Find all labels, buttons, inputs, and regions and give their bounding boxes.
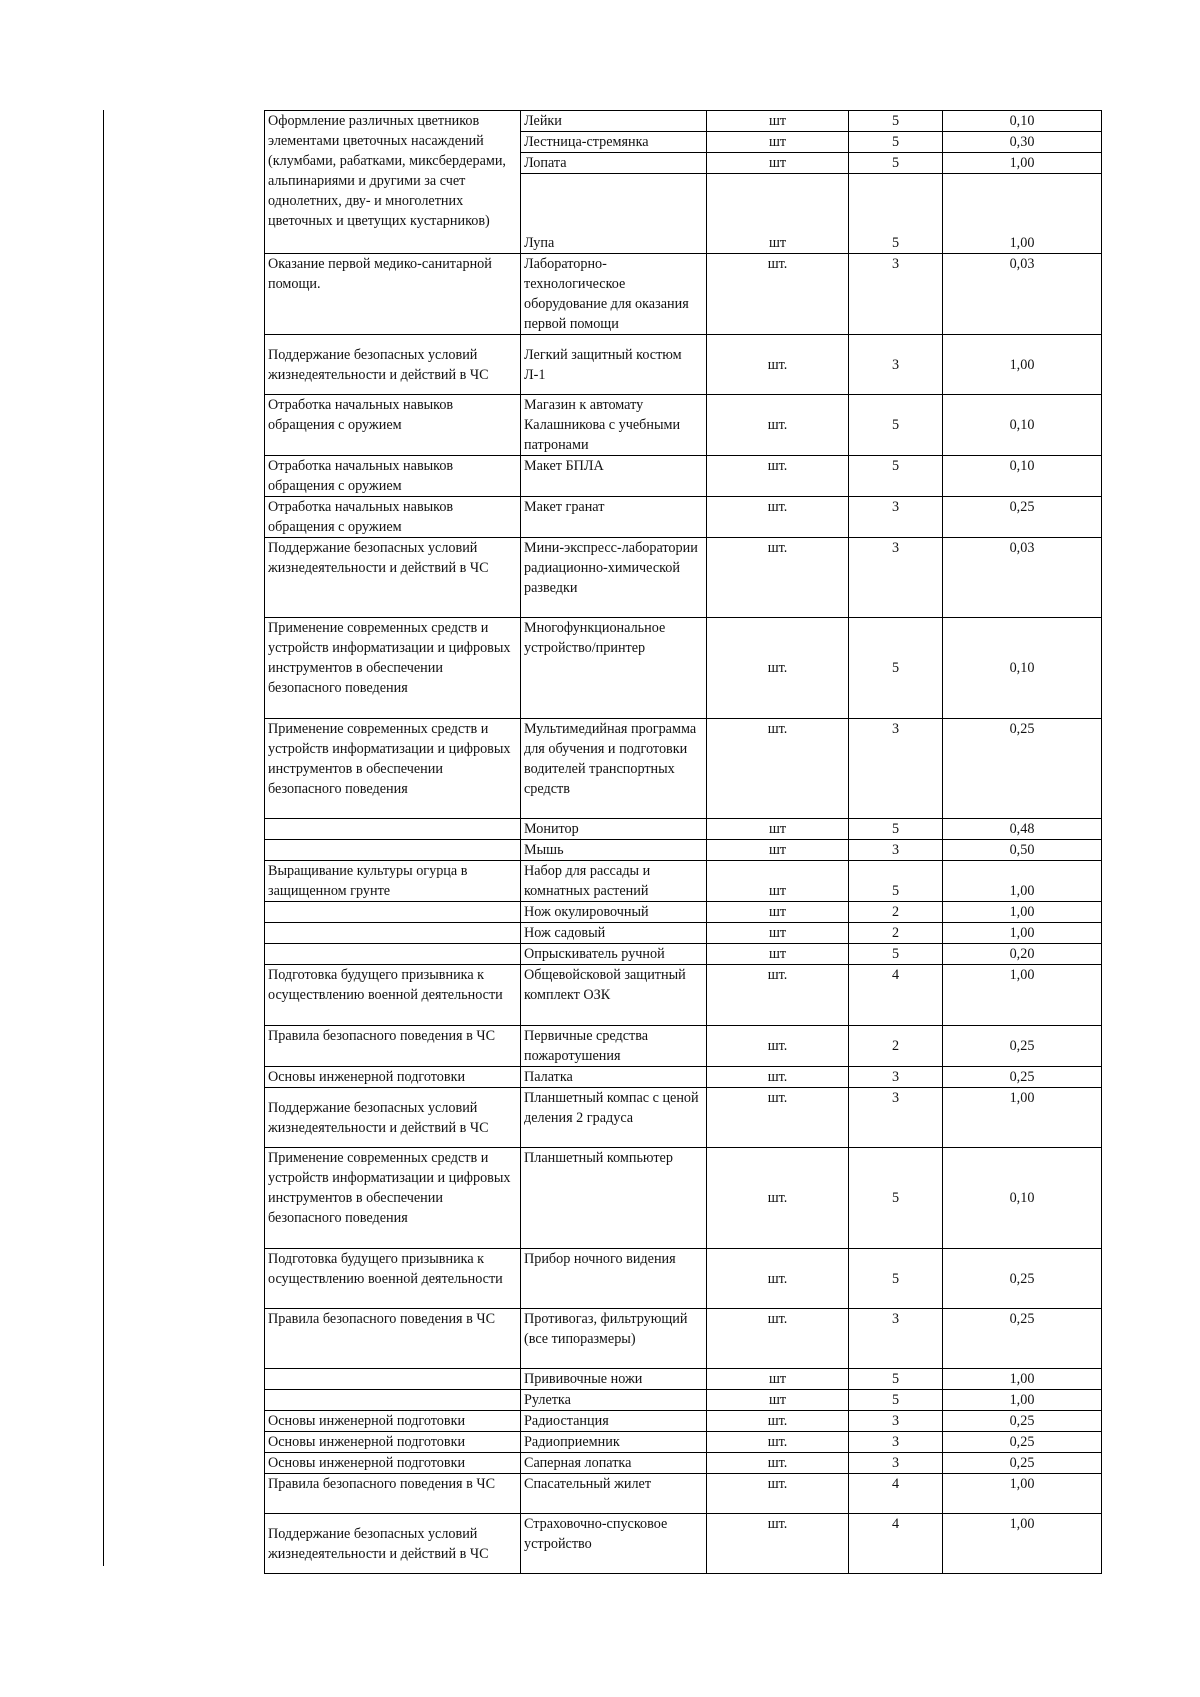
unit-cell: шт. — [707, 497, 849, 538]
table-row — [265, 456, 1102, 497]
qty-cell: 3 — [849, 1309, 943, 1369]
table-row — [265, 923, 1102, 944]
item-cell: Магазин к автомату Калашникова с учебными патронами — [521, 395, 707, 456]
activity-cell: Поддержание безопасных условий жизнедеятельности и действий в ЧС — [265, 1514, 521, 1574]
coef-cell: 0,25 — [943, 1309, 1102, 1369]
table-row — [265, 335, 1102, 395]
coef-cell: 0,25 — [943, 497, 1102, 538]
qty-cell: 5 — [849, 456, 943, 497]
unit-cell: шт — [707, 1369, 849, 1390]
qty-cell: 3 — [849, 1067, 943, 1088]
activity-cell — [265, 923, 521, 944]
item-cell: Опрыскиватель ручной — [521, 944, 707, 965]
item-cell: Планшетный компас с ценой деления 2 градуса — [521, 1088, 707, 1148]
item-cell: Лейки — [521, 111, 707, 132]
item-cell: Нож окулировочный — [521, 902, 707, 923]
unit-cell: шт. — [707, 1026, 849, 1067]
coef-cell: 1,00 — [943, 1474, 1102, 1514]
item-cell: Рулетка — [521, 1390, 707, 1411]
unit-cell: шт. — [707, 965, 849, 1026]
item-cell: Саперная лопатка — [521, 1453, 707, 1474]
coef-cell: 0,50 — [943, 840, 1102, 861]
equipment-table — [264, 110, 1102, 1574]
table-row — [265, 902, 1102, 923]
item-cell: Макет БПЛА — [521, 456, 707, 497]
item-cell: Набор для рассады и комнатных растений — [521, 861, 707, 902]
qty-cell: 5 — [849, 153, 943, 174]
unit-cell: шт. — [707, 1432, 849, 1453]
coef-cell: 0,03 — [943, 254, 1102, 335]
activity-cell: Применение современных средств и устройств информатизации и цифровых инструментов в обеспечении безопасного поведения — [265, 719, 521, 819]
unit-cell: шт — [707, 111, 849, 132]
coef-cell: 1,00 — [943, 153, 1102, 174]
unit-cell: шт. — [707, 1514, 849, 1574]
coef-cell: 1,00 — [943, 1369, 1102, 1390]
activity-cell: Подготовка будущего призывника к осуществлению военной деятельности — [265, 965, 521, 1026]
unit-cell: шт — [707, 861, 849, 902]
item-cell: Спасательный жилет — [521, 1474, 707, 1514]
coef-cell: 0,25 — [943, 1453, 1102, 1474]
table-row — [265, 719, 1102, 819]
activity-cell: Оформление различных цветников элементами цветочных насаждений (клумбами, рабатками, миксбердерами, альпинариями и другими за счет однолетних, дву- и многолетних цветочных и цветущих кустарников) — [265, 111, 521, 254]
item-cell: Лопата — [521, 153, 707, 174]
table-row — [265, 254, 1102, 335]
activity-cell — [265, 944, 521, 965]
item-cell: Прибор ночного видения — [521, 1249, 707, 1309]
coef-cell: 0,25 — [943, 1249, 1102, 1309]
item-cell: Общевойсковой защитный комплект ОЗК — [521, 965, 707, 1026]
coef-cell: 0,03 — [943, 538, 1102, 618]
table-row — [265, 1432, 1102, 1453]
table-row — [265, 1453, 1102, 1474]
table-row — [265, 965, 1102, 1026]
activity-cell: Правила безопасного поведения в ЧС — [265, 1026, 521, 1067]
coef-cell: 1,00 — [943, 1088, 1102, 1148]
item-cell: Нож садовый — [521, 923, 707, 944]
qty-cell: 5 — [849, 1369, 943, 1390]
qty-cell: 5 — [849, 1148, 943, 1249]
table-row — [265, 1390, 1102, 1411]
table-row — [265, 1148, 1102, 1249]
qty-cell: 5 — [849, 395, 943, 456]
unit-cell: шт. — [707, 1309, 849, 1369]
qty-cell: 3 — [849, 1453, 943, 1474]
table-row — [265, 1067, 1102, 1088]
activity-cell: Применение современных средств и устройств информатизации и цифровых инструментов в обеспечении безопасного поведения — [265, 1148, 521, 1249]
coef-cell: 1,00 — [943, 923, 1102, 944]
qty-cell: 3 — [849, 1088, 943, 1148]
table-row — [265, 1249, 1102, 1309]
item-cell: Радиостанция — [521, 1411, 707, 1432]
coef-cell: 1,00 — [943, 861, 1102, 902]
activity-cell: Отработка начальных навыков обращения с оружием — [265, 456, 521, 497]
unit-cell: шт — [707, 840, 849, 861]
table-row — [265, 497, 1102, 538]
activity-cell: Оказание первой медико-санитарной помощи. — [265, 254, 521, 335]
activity-cell — [265, 1390, 521, 1411]
coef-cell: 1,00 — [943, 174, 1102, 254]
table-row — [265, 1369, 1102, 1390]
qty-cell: 5 — [849, 1249, 943, 1309]
unit-cell: шт. — [707, 1148, 849, 1249]
unit-cell: шт. — [707, 1067, 849, 1088]
unit-cell: шт — [707, 132, 849, 153]
table-row — [265, 819, 1102, 840]
activity-cell: Правила безопасного поведения в ЧС — [265, 1309, 521, 1369]
item-cell: Макет гранат — [521, 497, 707, 538]
table-row — [265, 1088, 1102, 1148]
coef-cell: 1,00 — [943, 1390, 1102, 1411]
activity-cell: Правила безопасного поведения в ЧС — [265, 1474, 521, 1514]
coef-cell: 0,48 — [943, 819, 1102, 840]
coef-cell: 0,20 — [943, 944, 1102, 965]
item-cell: Многофункциональное устройство/принтер — [521, 618, 707, 719]
unit-cell: шт. — [707, 1411, 849, 1432]
item-cell: Монитор — [521, 819, 707, 840]
table-row — [265, 1474, 1102, 1514]
table-row — [265, 111, 1102, 132]
item-cell: Первичные средства пожаротушения — [521, 1026, 707, 1067]
coef-cell: 0,10 — [943, 111, 1102, 132]
qty-cell: 3 — [849, 538, 943, 618]
qty-cell: 5 — [849, 111, 943, 132]
item-cell: Противогаз, фильтрующий (все типоразмеры) — [521, 1309, 707, 1369]
unit-cell: шт. — [707, 395, 849, 456]
item-cell: Лабораторно-технологическое оборудование для оказания первой помощи — [521, 254, 707, 335]
item-cell: Лупа — [521, 174, 707, 254]
qty-cell: 2 — [849, 902, 943, 923]
unit-cell: шт — [707, 174, 849, 254]
coef-cell: 0,25 — [943, 1432, 1102, 1453]
qty-cell: 2 — [849, 1026, 943, 1067]
coef-cell: 0,25 — [943, 1026, 1102, 1067]
activity-cell: Основы инженерной подготовки — [265, 1067, 521, 1088]
unit-cell: шт. — [707, 254, 849, 335]
table-row — [265, 944, 1102, 965]
table-row — [265, 1514, 1102, 1574]
activity-cell — [265, 819, 521, 840]
coef-cell: 0,10 — [943, 618, 1102, 719]
activity-cell: Отработка начальных навыков обращения с оружием — [265, 395, 521, 456]
unit-cell: шт — [707, 902, 849, 923]
activity-cell — [265, 1369, 521, 1390]
coef-cell: 1,00 — [943, 1514, 1102, 1574]
unit-cell: шт — [707, 153, 849, 174]
qty-cell: 5 — [849, 819, 943, 840]
coef-cell: 0,25 — [943, 1067, 1102, 1088]
qty-cell: 5 — [849, 618, 943, 719]
activity-cell: Поддержание безопасных условий жизнедеятельности и действий в ЧС — [265, 335, 521, 395]
unit-cell: шт. — [707, 1474, 849, 1514]
qty-cell: 5 — [849, 1390, 943, 1411]
item-cell: Лестница-стремянка — [521, 132, 707, 153]
page-margin-rule — [103, 110, 104, 1566]
unit-cell: шт. — [707, 618, 849, 719]
unit-cell: шт. — [707, 1088, 849, 1148]
table-row — [265, 618, 1102, 719]
coef-cell: 1,00 — [943, 335, 1102, 395]
table-row — [265, 861, 1102, 902]
activity-cell — [265, 902, 521, 923]
qty-cell: 3 — [849, 254, 943, 335]
activity-cell: Отработка начальных навыков обращения с оружием — [265, 497, 521, 538]
qty-cell: 5 — [849, 861, 943, 902]
unit-cell: шт. — [707, 719, 849, 819]
coef-cell: 0,25 — [943, 1411, 1102, 1432]
table-row — [265, 1026, 1102, 1067]
activity-cell: Применение современных средств и устройств информатизации и цифровых инструментов в обеспечении безопасного поведения — [265, 618, 521, 719]
item-cell: Мультимедийная программа для обучения и подготовки водителей транспортных средств — [521, 719, 707, 819]
qty-cell: 3 — [849, 335, 943, 395]
activity-cell: Основы инженерной подготовки — [265, 1453, 521, 1474]
activity-cell: Основы инженерной подготовки — [265, 1432, 521, 1453]
table-row — [265, 395, 1102, 456]
qty-cell: 3 — [849, 1432, 943, 1453]
unit-cell: шт. — [707, 1453, 849, 1474]
table-row — [265, 840, 1102, 861]
item-cell: Палатка — [521, 1067, 707, 1088]
coef-cell: 0,30 — [943, 132, 1102, 153]
coef-cell: 0,10 — [943, 456, 1102, 497]
item-cell: Страховочно-спусковое устройство — [521, 1514, 707, 1574]
qty-cell: 4 — [849, 1474, 943, 1514]
qty-cell: 3 — [849, 840, 943, 861]
item-cell: Легкий защитный костюм Л-1 — [521, 335, 707, 395]
unit-cell: шт. — [707, 538, 849, 618]
coef-cell: 1,00 — [943, 965, 1102, 1026]
item-cell: Планшетный компьютер — [521, 1148, 707, 1249]
unit-cell: шт. — [707, 456, 849, 497]
table-row — [265, 1309, 1102, 1369]
unit-cell: шт. — [707, 335, 849, 395]
coef-cell: 0,10 — [943, 395, 1102, 456]
coef-cell: 0,10 — [943, 1148, 1102, 1249]
activity-cell: Основы инженерной подготовки — [265, 1411, 521, 1432]
item-cell: Радиоприемник — [521, 1432, 707, 1453]
activity-cell: Подготовка будущего призывника к осуществлению военной деятельности — [265, 1249, 521, 1309]
table-row — [265, 538, 1102, 618]
unit-cell: шт — [707, 944, 849, 965]
qty-cell: 3 — [849, 1411, 943, 1432]
activity-cell: Поддержание безопасных условий жизнедеятельности и действий в ЧС — [265, 1088, 521, 1148]
table-row — [265, 1411, 1102, 1432]
item-cell: Прививочные ножи — [521, 1369, 707, 1390]
coef-cell: 0,25 — [943, 719, 1102, 819]
qty-cell: 5 — [849, 174, 943, 254]
qty-cell: 3 — [849, 497, 943, 538]
unit-cell: шт — [707, 819, 849, 840]
qty-cell: 2 — [849, 923, 943, 944]
activity-cell: Поддержание безопасных условий жизнедеятельности и действий в ЧС — [265, 538, 521, 618]
unit-cell: шт — [707, 923, 849, 944]
activity-cell: Выращивание культуры огурца в защищенном грунте — [265, 861, 521, 902]
qty-cell: 5 — [849, 132, 943, 153]
qty-cell: 3 — [849, 719, 943, 819]
unit-cell: шт. — [707, 1249, 849, 1309]
unit-cell: шт — [707, 1390, 849, 1411]
coef-cell: 1,00 — [943, 902, 1102, 923]
item-cell: Мини-экспресс-лаборатории радиационно-химической разведки — [521, 538, 707, 618]
qty-cell: 4 — [849, 1514, 943, 1574]
activity-cell — [265, 840, 521, 861]
item-cell: Мышь — [521, 840, 707, 861]
qty-cell: 4 — [849, 965, 943, 1026]
qty-cell: 5 — [849, 944, 943, 965]
